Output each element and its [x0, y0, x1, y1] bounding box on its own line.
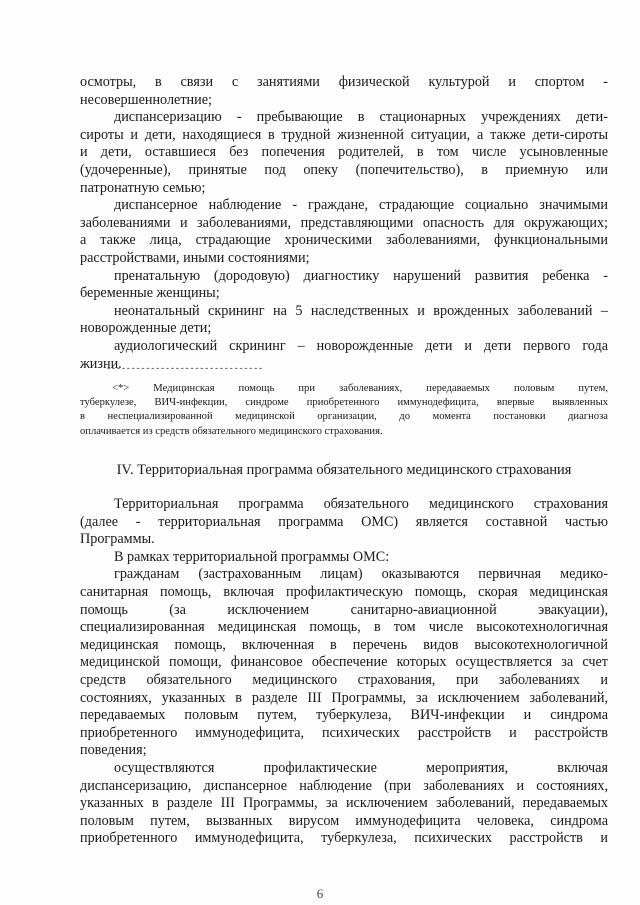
- text-line: осуществляются профилактические мероприятия, включая: [114, 759, 608, 776]
- text-line: приобретенного иммунодефицита, психических расстройств и расстройств: [80, 724, 608, 741]
- text-line: в неспециализированной медицинской организации, до момента постановки диагноза: [80, 411, 608, 423]
- footnote-separator: --------------------------------: [106, 364, 263, 374]
- text-line: специализированная медицинская помощь, в том числе высокотехнологичная: [80, 619, 608, 636]
- text-line: средств обязательного медицинского страхования, при заболеваниях и: [80, 671, 608, 688]
- text-line: патронатную семью;: [80, 179, 206, 196]
- footnote: [80, 382, 608, 439]
- text-line: половым путем, вызванных вирусом иммунодефицита человека, синдрома: [80, 812, 608, 829]
- text-line: оплачивается из средств обязательного медицинского страхования.: [80, 425, 383, 437]
- paragraph: [80, 303, 608, 338]
- text-line: и дети, оставшиеся без попечения родителей, в том числе усыновленные: [80, 144, 608, 161]
- text-line: диспансеризацию - пребывающие в стационарных учреждениях дети-: [114, 109, 608, 126]
- text-line: диспансерное наблюдение - граждане, страдающие социально значимыми: [114, 197, 608, 214]
- text-line: аудиологический скрининг – новорожденные дети и дети первого года: [114, 337, 608, 354]
- top-paragraphs: [80, 74, 608, 373]
- text-line: (далее - территориальная программа ОМС) является составной частью: [80, 513, 608, 530]
- text-line: пренатальную (дородовую) диагностику нарушений развития ребенка -: [114, 267, 608, 284]
- text-line: (удочеренные), принятые под опеку (попечительство), в приемную или: [80, 161, 608, 178]
- text-line: беременные женщины;: [80, 285, 220, 302]
- text-line: <*> Медицинская помощь при заболеваниях, передаваемых половым путем,: [112, 383, 608, 394]
- text-line: диспансеризацию, диспансерное наблюдение (при заболеваниях и состояниях,: [80, 777, 608, 794]
- paragraph: [80, 549, 608, 567]
- text-line: медицинская помощь, включенная в перечень видов высокотехнологичной: [80, 636, 608, 653]
- text-line: передаваемых половым путем, туберкулеза, ВИЧ-инфекции и синдрома: [80, 707, 608, 724]
- text-line: гражданам (застрахованным лицам) оказываются первичная медико-: [114, 566, 608, 583]
- text-line: туберкулезе, ВИЧ-инфекции, синдроме приобретенного иммунодефицита, впервые выявленных: [80, 397, 608, 409]
- text-line: медицинской помощи, финансовое обеспечение которых осуществляется за счет: [80, 654, 608, 671]
- text-line: приобретенного иммунодефицита, туберкулеза, психических расстройств и: [80, 830, 608, 847]
- text-line: новорожденные дети;: [80, 320, 212, 337]
- paragraph: [80, 566, 608, 760]
- text-line: жизни.: [80, 355, 122, 372]
- text-line: неонатальный скрининг на 5 наследственных и врожденных заболеваний –: [114, 302, 608, 319]
- paragraph: [80, 74, 608, 109]
- text-line: Территориальная программа обязательного медицинского страхования: [114, 496, 608, 512]
- text-line: В рамках территориальной программы ОМС:: [114, 548, 390, 565]
- paragraph: [80, 760, 608, 848]
- text-line: санитарная помощь, включая профилактическую помощь, скорая медицинская: [80, 583, 608, 600]
- bottom-paragraphs: [80, 496, 608, 848]
- paragraph: [80, 109, 608, 197]
- text-line: а также лица, страдающие хроническими заболеваниями, функциональными: [80, 232, 608, 249]
- text-line: расстройствами, иными состояниями;: [80, 249, 310, 266]
- paragraph: [80, 197, 608, 267]
- text-line: поведения;: [80, 742, 147, 759]
- paragraph: [80, 268, 608, 303]
- text-line: помощь (за исключением санитарно-авиационной эвакуации),: [80, 601, 608, 618]
- text-line: несовершеннолетние;: [80, 91, 212, 108]
- text-line: сироты и дети, находящиеся в трудной жизненной ситуации, а также дети-сироты: [80, 126, 608, 143]
- footnote-text: [80, 382, 608, 439]
- text-line: указанных в разделе III Программы, за исключением заболеваний, передаваемых: [80, 795, 608, 812]
- text-line: заболеваниями и заболеваниями, представляющими опасность для окружающих;: [80, 214, 608, 231]
- section-heading: IV. Территориальная программа обязательного медицинского страхования: [116, 462, 572, 478]
- text-line: Программы.: [80, 531, 155, 548]
- paragraph: [80, 496, 608, 549]
- page-number: 6: [316, 886, 324, 901]
- text-line: состояниях, указанных в разделе III Программы, за исключением заболеваний,: [80, 689, 608, 706]
- text-line: осмотры, в связи с занятиями физической культурой и спортом -: [80, 74, 608, 90]
